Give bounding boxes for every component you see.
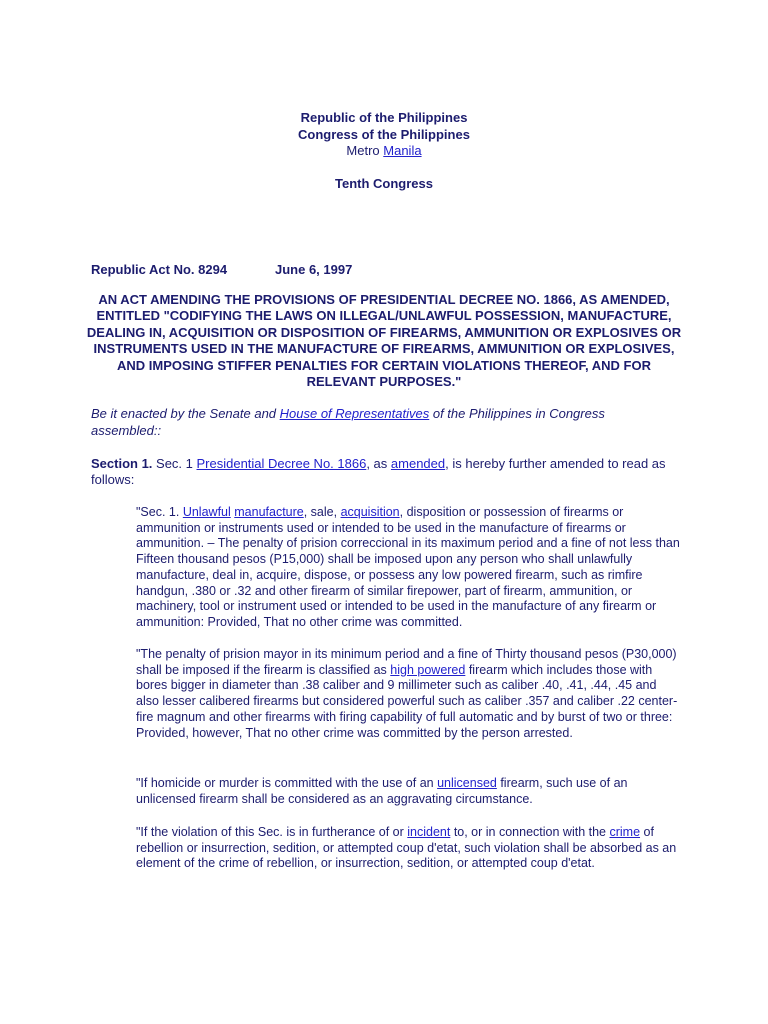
location-line — [0, 143, 768, 160]
quote-text: of rebellion or insurrection, sedition, or attempted coup d'etat, such violation shall be absorbed as an element of the crime of rebellion, or insurrection, sedition, or attempted coup d'etat. — [136, 825, 677, 871]
enacting-prefix: Be it enacted by the Senate and — [91, 406, 280, 421]
section-1-label: Section 1. — [91, 456, 153, 471]
act-title: AN ACT AMENDING THE PROVISIONS OF PRESIDENTIAL DECREE NO. 1866, AS AMENDED, ENTITLED "CODIFYING THE LAWS ON ILLEGAL/UNLAWFUL POSSESSION, MANUFACTURE, DEALING IN, ACQUISITION OR DISPOSITION OF FIREARMS, AMMUNITION OR EXPLOSIVES OR INSTRUMENTS USED IN THE MANUFACTURE OF FIREARMS, AMMUNITION OR EXPLOSIVES, AND IMPOSING STIFFER PENALTIES FOR CERTAIN VIOLATIONS THEREOF, AND FOR RELEVANT PURPOSES." — [86, 292, 682, 390]
crime-link[interactable]: crime — [609, 825, 641, 839]
congress-heading: Congress of the Philippines — [298, 126, 470, 142]
location-prefix: Metro — [346, 143, 384, 158]
enacting-clause — [91, 405, 651, 439]
quote-text: firearm which includes those with bores bigger in diameter than .38 caliber and 9 millimeter such as caliber .40, .41, .44, .45 and also lesser calibered firearms but considered powerful such as caliber .357 and caliber .22 center-fire magnum and other firearms with firing capability of full automatic and by burst of two or three: Provided, however, That no other crime was committed by the person arrested. — [136, 662, 678, 740]
high-powered-link[interactable]: high powered — [390, 662, 466, 677]
manufacture-link[interactable]: manufacture — [234, 505, 304, 519]
incident-link[interactable]: incident — [407, 825, 451, 839]
quoted-paragraph-3 — [136, 776, 681, 807]
section-1-text: , as — [366, 456, 391, 471]
quote-text: "If homicide or murder is committed with the use of an — [136, 776, 438, 790]
amended-link[interactable]: amended — [390, 456, 446, 471]
act-number: Republic Act No. 8294 — [91, 262, 228, 277]
acquisition-link[interactable]: acquisition — [340, 505, 400, 519]
unlawful-link[interactable]: Unlawful — [182, 505, 231, 519]
section-1-text: , is hereby further amended to read as follows: — [91, 456, 666, 487]
section-1-text: Sec. 1 — [152, 456, 197, 471]
quote-text: , disposition or possession of firearms or ammunition or instruments used or intended to be used in the manufacture of firearms or ammunition. – The penalty of prision correccional in its maximum period and a fine of not less than Fifteen thousand pesos (P15,000) shall be imposed upon any person who shall unlawfully manufacture, deal in, acquire, dispose, or possess any low powered firearm, such as rimfire handgun, .380 or .32 and other firearm of similar firepower, part of firearm, ammunition, or machinery, tool or instrument used or intended to be used in the manufacture of any firearm or ammunition: Provided, That no other crime was committed. — [136, 505, 680, 629]
document-header — [0, 110, 768, 160]
enacting-suffix: of the Philippines in Congress assembled:: — [91, 406, 605, 438]
quote-text: to, or in connection with the — [450, 825, 610, 839]
manila-link[interactable]: Manila — [383, 143, 422, 158]
quote-text: firearm, such use of an unlicensed firearm shall be considered as an aggravating circumstance. — [136, 776, 628, 806]
quoted-paragraph-2 — [136, 647, 681, 741]
quote-text: , sale, — [303, 505, 341, 519]
republic-heading: Republic of the Philippines — [300, 110, 468, 125]
house-of-representatives-link[interactable]: House of Representatives — [279, 406, 430, 421]
section-1 — [91, 456, 691, 488]
quote-text: "If the violation of this Sec. is in furtherance of or — [136, 825, 408, 839]
quote-text: "Sec. 1. — [136, 505, 183, 519]
quote-text: "The penalty of prision mayor in its minimum period and a fine of Thirty thousand pesos (P30,000) shall be imposed if the firearm is classified as — [136, 647, 677, 677]
quoted-paragraph-4 — [136, 825, 681, 872]
act-date: June 6, 1997 — [275, 262, 353, 277]
unlicensed-link[interactable]: unlicensed — [437, 776, 497, 790]
act-number-line — [91, 262, 353, 277]
presidential-decree-link[interactable]: Presidential Decree No. 1866 — [196, 456, 367, 471]
congress-number: Tenth Congress — [335, 176, 433, 191]
quoted-paragraph-1 — [136, 505, 681, 631]
